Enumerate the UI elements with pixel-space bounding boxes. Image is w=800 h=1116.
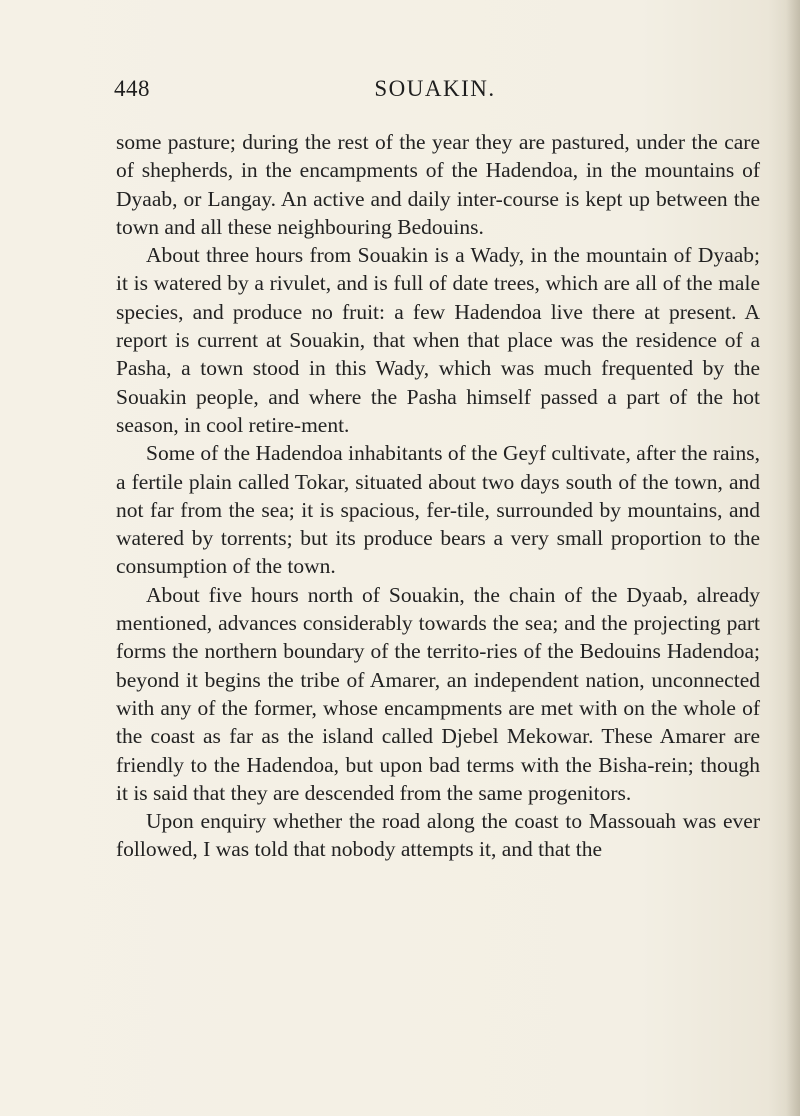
paragraph-wady: About three hours from Souakin is a Wady, in the mountain of Dyaab; it is watered by a rivulet, and is full of date trees, which are all of the male species, and produce no fruit: a few Hadendoa live there at present. A report is current at Souakin, that when that place was the residence of a Pasha, a town stood in this Wady, which was much frequented by the Souakin people, and where the Pasha himself passed a part of the hot season, in cool retire-ment. [116, 243, 760, 437]
page-edge-shadow [786, 0, 800, 1116]
running-head [110, 76, 760, 106]
paragraph-tokar: Some of the Hadendoa inhabitants of the Geyf cultivate, after the rains, a fertile plain called Tokar, situated about two days south of the town, and not far from the sea; it is spacious, fer-tile, surrounded by mountains, and watered by torrents; but its produce bears a very small proportion to the consumption of the town. [116, 441, 760, 579]
body-text [116, 128, 760, 864]
paragraph-amarer: About five hours north of Souakin, the chain of the Dyaab, already mentioned, advances considerably towards the sea; and the projecting part forms the northern boundary of the territo-ries of the Bedouins Hadendoa; beyond it begins the tribe of Amarer, an independent nation, unconnected with any of the former, whose encampments are met with on the whole of the coast as far as the island called Djebel Mekowar. These Amarer are friendly to the Hadendoa, but upon bad terms with the Bisha-rein; though it is said that they are descended from the same progenitors. [116, 582, 760, 805]
running-title: SOUAKIN. [374, 76, 496, 101]
paragraph-continued: some pasture; during the rest of the year they are pastured, under the care of shepherds, in the encampments of the Hadendoa, in the mountains of Dyaab, or Langay. An active and daily inter-course is kept up between the town and all these neighbouring Bedouins. [116, 130, 760, 239]
page-number: 448 [114, 76, 150, 101]
paragraph-massouah: Upon enquiry whether the road along the coast to Massouah was ever followed, I was told that nobody attempts it, and that the [116, 809, 760, 862]
